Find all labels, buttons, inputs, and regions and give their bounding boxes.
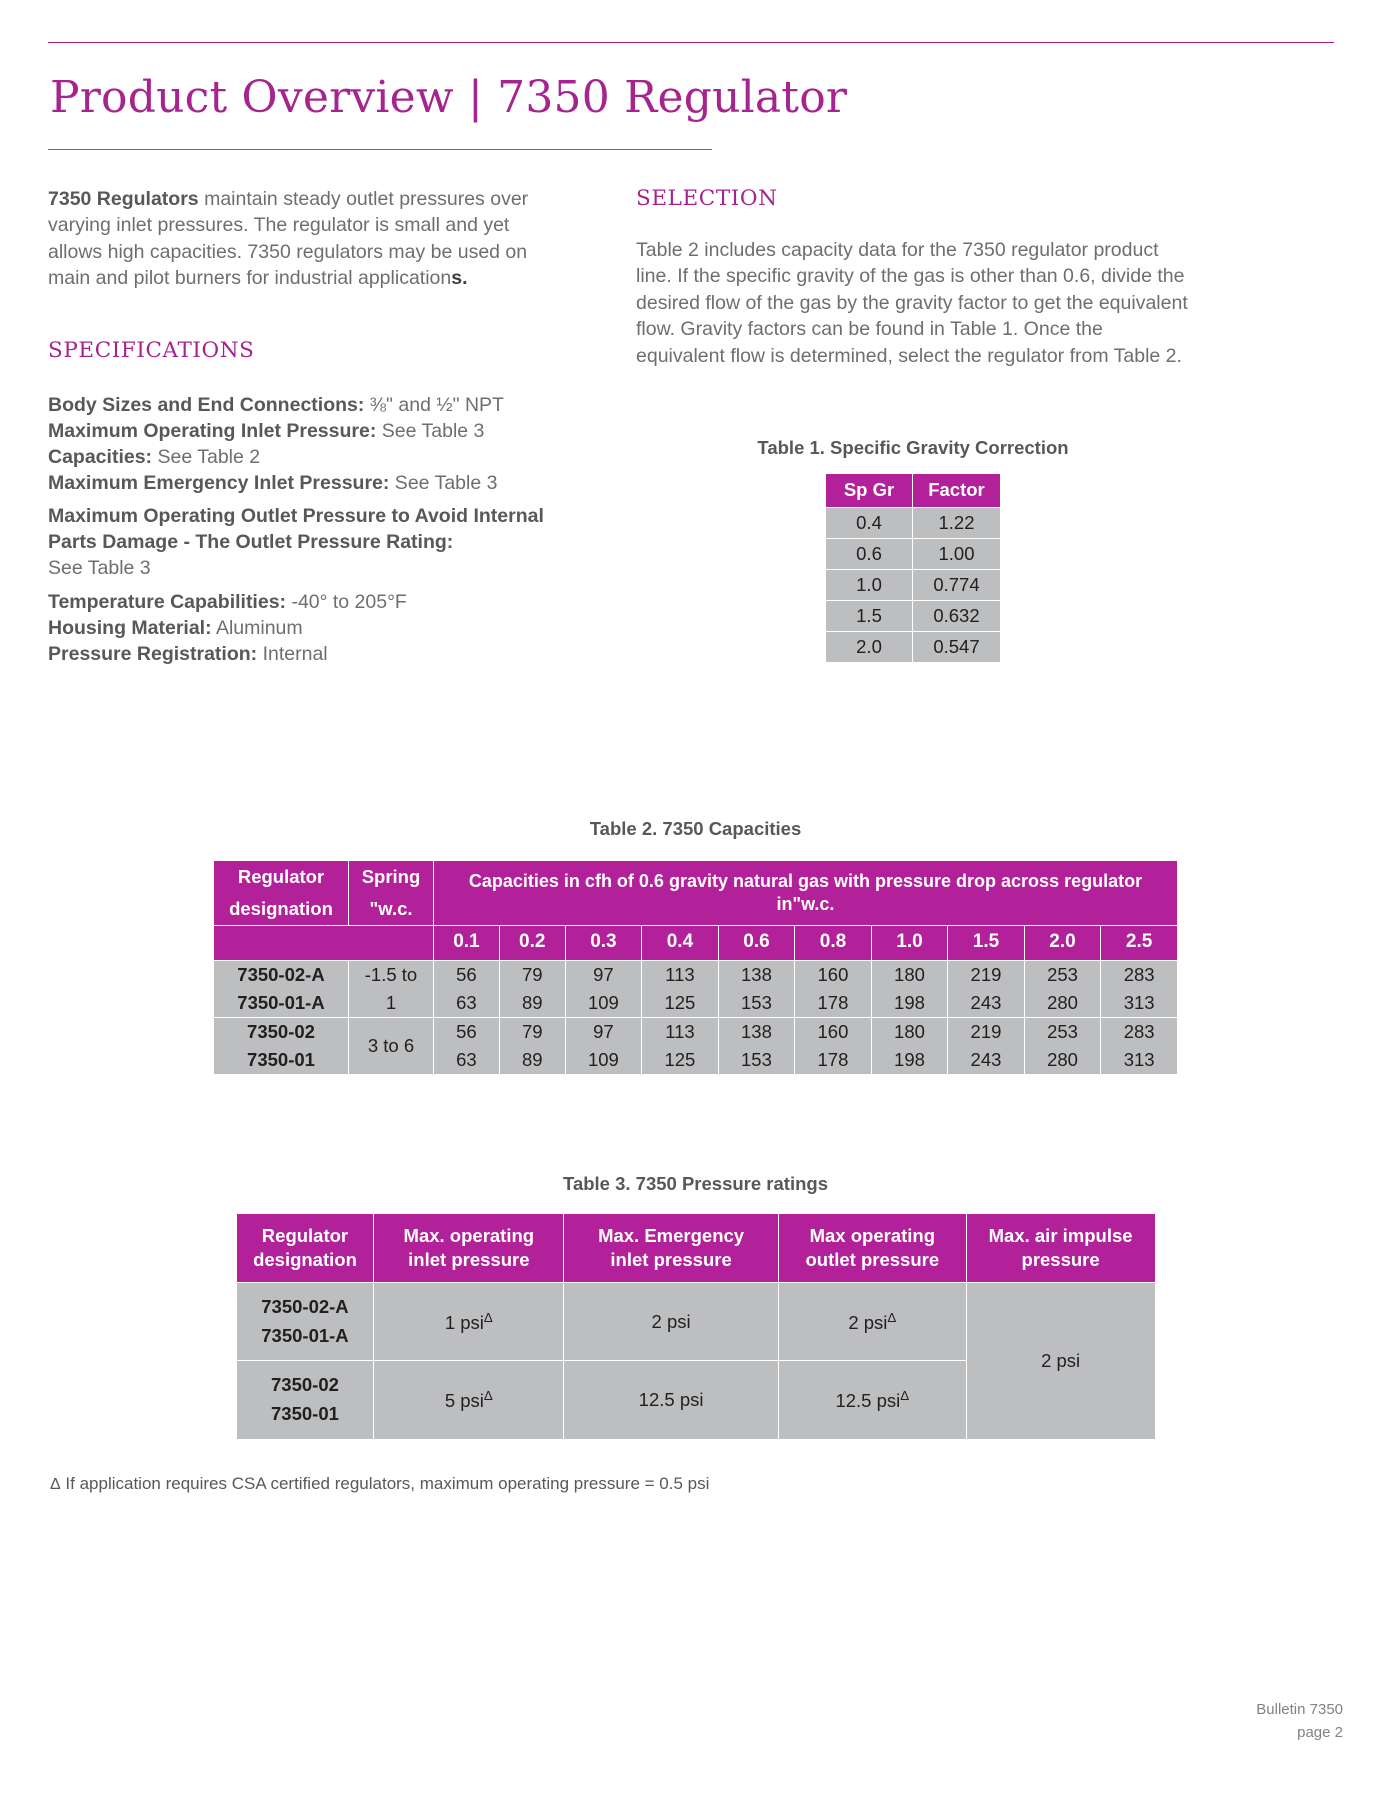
- spec-item: [48, 419, 568, 445]
- spec-value: See Table 3: [376, 419, 485, 442]
- table3-caption: Table 3. 7350 Pressure ratings: [563, 1173, 828, 1195]
- table3-header-line1: Max operating: [809, 1225, 936, 1247]
- table-row: [826, 601, 1001, 632]
- table2-value: 153: [718, 1046, 795, 1075]
- value-text: 12.5 psi: [638, 1389, 704, 1411]
- table3-operating-inlet: [374, 1283, 564, 1361]
- table2-header-span: Capacities in cfh of 0.6 gravity natural gas with pressure drop across regulator in"w.c.: [434, 860, 1178, 925]
- spacer: [48, 582, 568, 590]
- table2-header-p03: 0.3: [565, 926, 642, 961]
- table2-value: 243: [948, 1046, 1025, 1075]
- value-text: 2 psi: [651, 1310, 691, 1332]
- spec-value: See Table 3: [389, 471, 498, 494]
- table3-emergency-inlet: [564, 1283, 779, 1361]
- table2-value: 113: [642, 961, 719, 990]
- table2-value: 125: [642, 989, 719, 1018]
- table2-header-p25: 2.5: [1101, 926, 1178, 961]
- table2-header-p10: 1.0: [871, 926, 948, 961]
- table3-designation-line2: 7350-01-A: [261, 1324, 349, 1346]
- table2-value: 198: [871, 1046, 948, 1075]
- table-row: [826, 632, 1001, 663]
- spec-item: [48, 393, 568, 419]
- value-text: 5 psi: [444, 1390, 484, 1412]
- table1-cell-spgr: 2.0: [826, 632, 913, 663]
- table2-value: 97: [565, 1018, 642, 1047]
- table3-operating-outlet: [778, 1361, 966, 1439]
- table2-value: 89: [499, 989, 565, 1018]
- table-header-row: [214, 860, 1178, 893]
- table2-value: 313: [1101, 1046, 1178, 1075]
- table1-cell-spgr: 0.6: [826, 539, 913, 570]
- table2-value: 56: [434, 961, 500, 990]
- table2-header-p02: 0.2: [499, 926, 565, 961]
- intro-lead: 7350 Regulators: [48, 187, 199, 210]
- table2-header-regulator: Regulator: [214, 860, 349, 893]
- table3-header-line2: outlet pressure: [805, 1249, 940, 1271]
- spec-value: Aluminum: [211, 617, 303, 640]
- table-row: [826, 539, 1001, 570]
- table2-header-spacer: [214, 926, 349, 961]
- delta-superscript: Δ: [483, 1388, 493, 1404]
- table1-cell-factor: 1.22: [913, 508, 1001, 539]
- table2-value: 109: [565, 989, 642, 1018]
- table2-section: [48, 818, 1343, 1075]
- footnote-text: If application requires CSA certified regulators, maximum operating pressure = 0.5 psi: [60, 1473, 710, 1493]
- right-column: [604, 186, 1190, 668]
- table2-value: 160: [795, 961, 872, 990]
- table2-spring: -1.5 to: [349, 961, 434, 990]
- bulletin-label: Bulletin 7350: [1256, 1701, 1343, 1718]
- top-divider: [48, 42, 1334, 43]
- table2-value: 125: [642, 1046, 719, 1075]
- table2-value: 113: [642, 1018, 719, 1047]
- spec-key: Capacities:: [48, 445, 153, 468]
- spec-value: ⅜" and ½" NPT: [364, 393, 504, 416]
- page-title: Product Overview | 7350 Regulator: [50, 72, 848, 123]
- table2-value: 89: [499, 1046, 565, 1075]
- spec-outlet-block: [48, 504, 568, 582]
- table2-header-spacer: [349, 926, 434, 961]
- table2-header-p01: 0.1: [434, 926, 500, 961]
- table2-value: 160: [795, 1018, 872, 1047]
- table2: [213, 860, 1178, 1075]
- table2-header-p08: 0.8: [795, 926, 872, 961]
- table2-value: 178: [795, 989, 872, 1018]
- spec-value: -40° to 205°F: [286, 591, 407, 614]
- table3-header-line2: inlet pressure: [610, 1249, 732, 1271]
- table-row: [236, 1283, 1155, 1361]
- table2-value: 280: [1024, 1046, 1101, 1075]
- spec-key: Housing Material:: [48, 617, 212, 640]
- table2-value: 219: [948, 961, 1025, 990]
- spacer: [48, 496, 568, 504]
- left-column: [48, 186, 604, 668]
- table3-header-operating-outlet: [778, 1214, 966, 1283]
- table2-designation: 7350-01-A: [214, 989, 349, 1018]
- intro-tail: s.: [451, 267, 468, 290]
- spec-key: Pressure Registration:: [48, 643, 258, 666]
- table2-value: 178: [795, 1046, 872, 1075]
- table2-value: 138: [718, 961, 795, 990]
- table-row: [826, 570, 1001, 601]
- table3-header-air-impulse: [966, 1214, 1155, 1283]
- table2-value: 180: [871, 1018, 948, 1047]
- table2-header-spring: Spring: [349, 860, 434, 893]
- intro-paragraph: [48, 186, 568, 292]
- page-footer: [1256, 1699, 1343, 1744]
- table-header-row: [236, 1214, 1155, 1283]
- spec-item: [48, 616, 568, 642]
- table2-designation: 7350-02: [214, 1018, 349, 1047]
- delta-superscript: Δ: [483, 1309, 493, 1325]
- selection-paragraph: Table 2 includes capacity data for the 7350 regulator product line. If the specific gravity of the gas is other than 0.6, divide the desired flow of the gas by the gravity factor to get the equivalent flow. Gravity factors can be found in Table 1. Once the equivalent flow is determined, select the regulator from Table 2.: [636, 238, 1188, 367]
- spec-key: Maximum Emergency Inlet Pressure:: [48, 471, 390, 494]
- spec-value: Internal: [257, 643, 328, 666]
- table3-header-line2: pressure: [1021, 1249, 1100, 1271]
- table1-cell-factor: 1.00: [913, 539, 1001, 570]
- table-header-row: [826, 474, 1001, 508]
- table1-cell-spgr: 1.0: [826, 570, 913, 601]
- table3-header-regulator: [236, 1214, 374, 1283]
- spec-key: Temperature Capabilities:: [48, 591, 287, 614]
- spec-value: See Table 2: [152, 445, 261, 468]
- table3-header-line1: Max. operating: [403, 1225, 535, 1247]
- spec-key: Maximum Operating Inlet Pressure:: [48, 419, 377, 442]
- table1-section: [636, 437, 1190, 663]
- table2-spring: 3 to 6: [349, 1018, 434, 1075]
- spec-key: Body Sizes and End Connections:: [48, 393, 365, 416]
- page-number: page 2: [1297, 1723, 1343, 1741]
- table1: [825, 473, 1001, 663]
- intro-body: maintain steady outlet pressures over varying inlet pressures. The regulator is small and yet allows high capacities. 7350 regulators may be used on main and pilot burners for industrial application: [48, 187, 529, 290]
- table3-emergency-inlet: [564, 1361, 779, 1439]
- table3-operating-inlet: [374, 1361, 564, 1439]
- spec-outlet-line2: Parts Damage - The Outlet Pressure Rating:: [48, 531, 454, 554]
- specifications-list: [48, 393, 568, 668]
- table2-caption: Table 2. 7350 Capacities: [589, 817, 802, 839]
- table2-header-p04: 0.4: [642, 926, 719, 961]
- table3-header-emergency-inlet: [564, 1214, 779, 1283]
- table1-cell-factor: 0.774: [913, 570, 1001, 601]
- table3-designation-line1: 7350-02-A: [261, 1296, 349, 1318]
- table2-value: 313: [1101, 989, 1178, 1018]
- table3-designation-line1: 7350-02: [271, 1374, 339, 1396]
- table1-cell-spgr: 1.5: [826, 601, 913, 632]
- table1-cell-factor: 0.547: [913, 632, 1001, 663]
- value-text: 1 psi: [444, 1311, 484, 1333]
- table2-value: 283: [1101, 1018, 1178, 1047]
- table3-header-line1: Regulator: [261, 1225, 349, 1247]
- table3-section: [48, 1173, 1343, 1440]
- table-header-row: [214, 926, 1178, 961]
- table3-designation-line2: 7350-01: [271, 1403, 339, 1425]
- delta-superscript: Δ: [887, 1309, 897, 1325]
- table-row: [826, 508, 1001, 539]
- table-row: [214, 1018, 1178, 1047]
- table1-header-spgr: Sp Gr: [826, 474, 913, 508]
- table2-value: 109: [565, 1046, 642, 1075]
- table1-caption: Table 1. Specific Gravity Correction: [757, 437, 1069, 459]
- value-text: 2 psi: [848, 1311, 888, 1333]
- table2-value: 219: [948, 1018, 1025, 1047]
- table2-header-p06: 0.6: [718, 926, 795, 961]
- table2-value: 56: [434, 1018, 500, 1047]
- spacer: [48, 292, 568, 338]
- table3-header-operating-inlet: [374, 1214, 564, 1283]
- spec-item: [48, 471, 568, 497]
- table2-value: 283: [1101, 961, 1178, 990]
- delta-superscript: Δ: [900, 1388, 910, 1404]
- value-text: 12.5 psi: [835, 1390, 901, 1412]
- table2-designation: 7350-02-A: [214, 961, 349, 990]
- table2-value: 280: [1024, 989, 1101, 1018]
- table2-value: 97: [565, 961, 642, 990]
- specifications-heading: SPECIFICATIONS: [48, 337, 255, 363]
- spec-item: [48, 642, 568, 668]
- table2-value: 138: [718, 1018, 795, 1047]
- table3-operating-outlet: [778, 1283, 966, 1361]
- table3-air-impulse: 2 psi: [966, 1283, 1155, 1440]
- table2-value: 79: [499, 1018, 565, 1047]
- table3-header-line2: designation: [253, 1249, 357, 1271]
- table2-header-p20: 2.0: [1024, 926, 1101, 961]
- spec-outlet-line1: Maximum Operating Outlet Pressure to Avoid Internal: [48, 505, 544, 528]
- table2-value: 79: [499, 961, 565, 990]
- table3-header-line1: Max. air impulse: [988, 1225, 1133, 1247]
- footnote-symbol: Δ: [50, 1475, 61, 1493]
- table2-header-p15: 1.5: [948, 926, 1025, 961]
- table2-designation: 7350-01: [214, 1046, 349, 1075]
- table2-value: 153: [718, 989, 795, 1018]
- table1-cell-spgr: 0.4: [826, 508, 913, 539]
- spec-outlet-line3: See Table 3: [48, 557, 151, 580]
- table1-header-factor: Factor: [913, 474, 1001, 508]
- table3-designation: [236, 1361, 374, 1439]
- table2-spring: 1: [349, 989, 434, 1018]
- spec-item: [48, 590, 568, 616]
- table2-value: 253: [1024, 1018, 1101, 1047]
- table3-designation: [236, 1283, 374, 1361]
- content-columns: [48, 186, 1343, 668]
- table2-value: 198: [871, 989, 948, 1018]
- table-row: [214, 961, 1178, 990]
- table2-value: 63: [434, 1046, 500, 1075]
- spec-item: [48, 445, 568, 471]
- selection-heading: SELECTION: [636, 185, 778, 211]
- table3-header-line1: Max. Emergency: [598, 1225, 745, 1247]
- footnote: [48, 1474, 1343, 1494]
- table2-value: 253: [1024, 961, 1101, 990]
- table2-value: 63: [434, 989, 500, 1018]
- table3: [236, 1213, 1156, 1440]
- table2-value: 243: [948, 989, 1025, 1018]
- table3-header-line2: inlet pressure: [408, 1249, 530, 1271]
- title-divider: [48, 149, 712, 150]
- table2-header-designation: designation: [214, 893, 349, 926]
- table2-header-spring-units: "w.c.: [349, 893, 434, 926]
- table1-cell-factor: 0.632: [913, 601, 1001, 632]
- table-row: [214, 989, 1178, 1018]
- table2-value: 180: [871, 961, 948, 990]
